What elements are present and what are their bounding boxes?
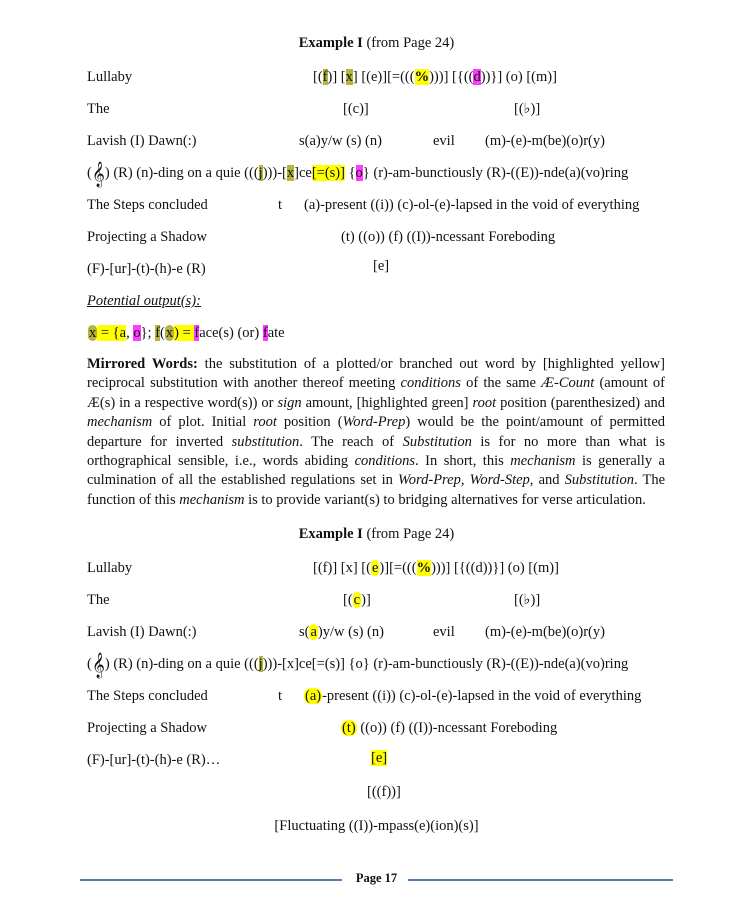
row-steps-t-2: t: [278, 688, 283, 704]
highlight-magenta-f: f: [194, 325, 200, 341]
row-steps-right: (a)-present ((i)) (c)-ol-(e)-lapsed in the void of everything: [304, 197, 640, 213]
text-seg: (: [160, 325, 165, 341]
row-lullaby-notation: [313, 69, 557, 86]
row-lavish-mid-2: s(a)y/w (s) (n): [299, 624, 384, 640]
text-seg: } (r)-am-bunctiously (R)-((E))-nde(a)(vo)ring: [362, 165, 629, 181]
highlight-yellow-e: [e]: [371, 750, 388, 766]
text-seg: ) =: [174, 325, 195, 341]
text-seg: )))] [{((d))}] (o) [(m)]: [431, 560, 559, 576]
potential-output-label: Potential output(s):: [87, 293, 201, 309]
text-seg: ))}] (o) [(m)]: [480, 69, 557, 85]
row-projecting-right: (t) ((o)) (f) ((I))-ncessant Foreboding: [341, 229, 556, 245]
segno-symbol: %: [416, 560, 432, 576]
highlight-magenta-o: o: [355, 165, 363, 181]
treble-clef-icon: 𝄞: [91, 162, 105, 187]
text-seg: ate: [267, 325, 285, 341]
text-seg: ) (R) (n)-ding on a quie (((: [104, 165, 259, 181]
highlight-yellow-a: (a): [305, 688, 322, 704]
example-heading-2: [0, 526, 753, 543]
row-lavish-right: (m)-(e)-m(be)(o)r(y): [485, 133, 605, 149]
highlight-green-x: x: [345, 69, 353, 85]
highlight-green-x: x: [89, 325, 97, 341]
mirrored-words-paragraph: Mirrored Words: the substitution of a plotted/or branched out word by [highlighted yellow] reciprocal substitution with another thereof meeting conditions of the same Æ-Count (amount of Æ(s) in a respective word(s)) or sign amount, [highlighted green] root position (parenthesized) and mechanism of plot. Initial root position (Word-Prep) would be the point/amount of permitted departure for inverted substitution. The reach of Substitution is for no more than what is orthographical sensible, i.e., words abiding conditions. In short, this mechanism is generally a culmination of all the established regulations set in Word-Prep, Word-Step, and Substitution. The function of this mechanism is to provide variant(s) to bridging alternatives for verse articulation.: [87, 356, 666, 508]
highlight-green-x: x: [165, 325, 174, 341]
row-label-further: (F)-[ur]-(t)-(h)-e (R): [87, 261, 206, 277]
text-seg: ]ce: [294, 165, 312, 181]
highlight-magenta-d: d: [473, 69, 481, 85]
text-seg: )))] [{((: [429, 69, 474, 85]
row-steps-right-2: (a)-present ((i)) (c)-ol-(e)-lapsed in the void of everything: [305, 688, 642, 704]
row-the-c-2: [(c)]: [343, 592, 371, 608]
row-label-lullaby: Lullaby: [87, 69, 133, 85]
highlight-green-f: f: [155, 325, 161, 341]
text-seg: a: [119, 325, 127, 341]
text-seg: )))-[: [262, 165, 287, 181]
row-lavish-left-2: Lavish (I) Dawn(:): [87, 624, 197, 640]
row-lavish-evil-2: evil: [433, 624, 455, 640]
highlight-yellow-e: e: [371, 560, 379, 576]
row-label-the: The: [87, 101, 110, 117]
row-clef-line-2: (𝄞) (R) (n)-ding on a quie (((j)))-[x]ce[=(s)] {o} (r)-am-bunctiously (R)-((E))-nde(a)(vo)ring: [87, 653, 629, 678]
row-f-bracket: [((f))]: [367, 784, 401, 800]
row-lavish-left: Lavish (I) Dawn(:): [87, 133, 197, 149]
highlight-magenta-f: f: [262, 325, 268, 341]
row-label-projecting-2: Projecting a Shadow: [87, 720, 208, 736]
potential-output-formula: [88, 325, 285, 342]
mirrored-words-term: Mirrored Words:: [87, 356, 198, 372]
text-seg: };: [140, 325, 156, 341]
highlight-magenta-o: o: [133, 325, 141, 341]
text-seg: ,: [126, 325, 134, 341]
page-number: Page 17: [355, 871, 398, 885]
row-steps-t: t: [278, 197, 283, 213]
text-seg: )][=(((: [379, 560, 417, 576]
highlight-green-f: f: [322, 69, 328, 85]
row-the-c: [(c)]: [343, 101, 369, 117]
text-seg: [(: [313, 69, 323, 85]
row-clef-line: (𝄞) (R) (n)-ding on a quie (((j)))-[x]ce[=(s)] {o} (r)-am-bunctiously (R)-((E))-nde(a)(vo)ring: [87, 162, 629, 187]
text-seg: = {: [97, 325, 120, 341]
row-further-e-2: [371, 750, 387, 767]
example-heading-rest: (from Page 24): [362, 35, 455, 51]
row-label-projecting: Projecting a Shadow: [87, 229, 208, 245]
row-label-steps-2: The Steps concluded: [87, 688, 208, 704]
example-heading-bold: Example I: [298, 526, 363, 542]
text-seg: ace(s) (or): [199, 325, 263, 341]
row-fluctuating: [Fluctuating ((I))-mpass(e)(ion)(s)]: [274, 818, 479, 834]
example-heading-rest: (from Page 24): [362, 526, 455, 542]
highlight-yellow-s: [=(s)]: [311, 165, 345, 181]
example-heading-bold: Example I: [298, 35, 363, 51]
row-the-flat-2: [(♭)]: [514, 592, 541, 608]
row-label-the-2: The: [87, 592, 110, 608]
highlight-yellow-a: a: [310, 624, 317, 640]
row-lavish-right-2: (m)-(e)-m(be)(o)r(y): [485, 624, 605, 640]
text-seg: [(f)] [x] [(: [313, 560, 371, 576]
highlight-yellow-c: c: [353, 592, 361, 608]
treble-clef-icon: 𝄞: [91, 653, 105, 678]
highlight-green-j: j: [258, 165, 263, 181]
segno-symbol: %: [414, 69, 430, 85]
text-seg: ] [(e)][=(((: [352, 69, 415, 85]
row-lavish-mid: s(a)y/w (s) (n): [299, 133, 382, 149]
row-projecting-right-2: (t) ((o)) (f) ((I))-ncessant Foreboding: [342, 720, 558, 736]
row-lullaby-notation-2: [313, 560, 559, 577]
row-further-e: [e]: [373, 258, 390, 274]
text-seg: {: [344, 165, 356, 181]
row-lavish-evil: evil: [433, 133, 455, 149]
highlight-yellow-t: (t): [342, 720, 356, 736]
row-the-flat: [(♭)]: [514, 101, 541, 117]
example-heading: [0, 35, 753, 52]
row-label-lullaby-2: Lullaby: [87, 560, 133, 576]
highlight-green-x: x: [286, 165, 295, 181]
highlight-green-j: j: [258, 656, 263, 672]
row-label-steps: The Steps concluded: [87, 197, 208, 213]
text-seg: )] [: [327, 69, 346, 85]
row-label-further-2: (F)-[ur]-(t)-(h)-e (R)…: [87, 752, 221, 768]
